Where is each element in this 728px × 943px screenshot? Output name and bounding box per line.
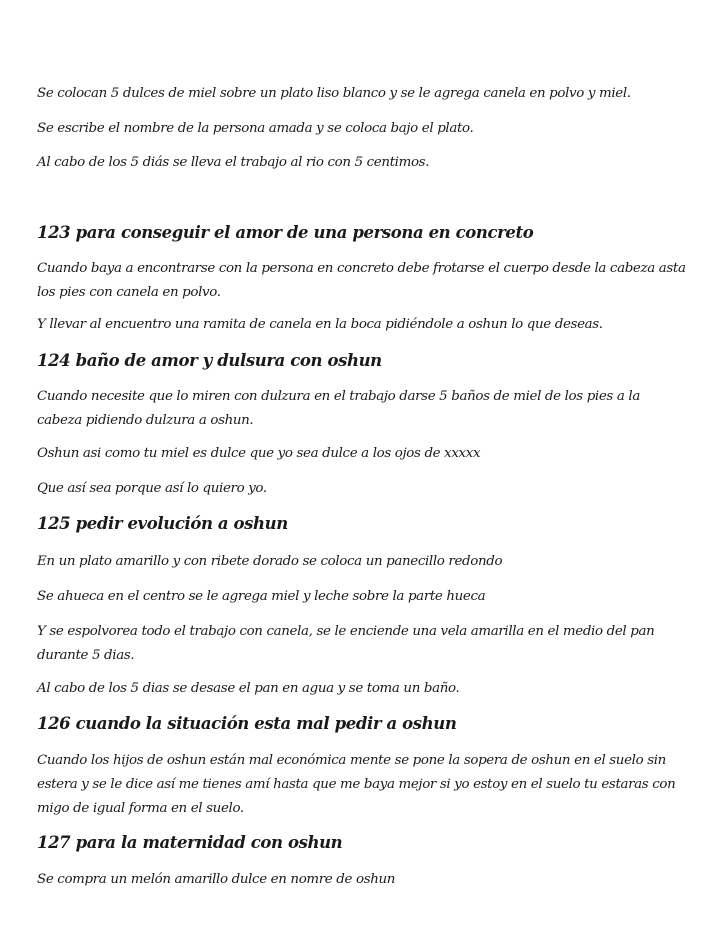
paragraph-ramita-canela: Y llevar al encuentro una ramita de canela en la boca pidiéndole a oshun lo que deseas. — [37, 317, 603, 332]
paragraph-oshun-miel-dulce: Oshun asi como tu miel es dulce que yo sea dulce a los ojos de xxxxx — [37, 446, 481, 461]
paragraph-ahueca: Se ahueca en el centro se le agrega miel y leche sobre la parte hueca — [37, 589, 486, 604]
paragraph-dulces-miel: Se colocan 5 dulces de miel sobre un plato liso blanco y se le agrega canela en polvo y miel. — [37, 86, 631, 101]
heading-125: 125 pedir evolución a oshun — [37, 514, 288, 533]
paragraph-cabo-5-dias: Al cabo de los 5 diás se lleva el trabajo al rio con 5 centimos. — [37, 155, 430, 170]
paragraph-nombre-amada: Se escribe el nombre de la persona amada y se coloca bajo el plato. — [37, 121, 474, 136]
paragraph-melon: Se compra un melón amarillo dulce en nomre de oshun — [37, 872, 396, 887]
paragraph-asi-sea: Que así sea porque así lo quiero yo. — [37, 481, 267, 496]
heading-123: 123 para conseguir el amor de una persona en concreto — [37, 223, 534, 242]
heading-124: 124 baño de amor y dulsura con oshun — [37, 351, 382, 370]
paragraph-desase-pan: Al cabo de los 5 dias se desase el pan en agua y se toma un baño. — [37, 681, 460, 696]
heading-126: 126 cuando la situación esta mal pedir a oshun — [37, 714, 457, 733]
heading-127: 127 para la maternidad con oshun — [37, 833, 343, 852]
paragraph-hijos-oshun: Cuando los hijos de oshun están mal económica mente se pone la sopera de oshun en el suelo sin estera y se le dice así me tienes amí hasta que me baya mejor si yo estoy en el suelo tu estaras con migo de igual forma en el suelo. — [37, 753, 676, 816]
paragraph-banos-miel: Cuando necesite que lo miren con dulzura en el trabajo darse 5 baños de miel de los pies a la cabeza pidiendo dulzura a oshun. — [37, 389, 640, 428]
paragraph-espolvorea: Y se espolvorea todo el trabajo con canela, se le enciende una vela amarilla en el medio del pan durante 5 dias. — [37, 624, 655, 663]
paragraph-encontrarse: Cuando baya a encontrarse con la persona en concreto debe frotarse el cuerpo desde la cabeza asta los pies con canela en polvo. — [37, 261, 686, 300]
paragraph-plato-amarillo: En un plato amarillo y con ribete dorado se coloca un panecillo redondo — [37, 554, 503, 569]
